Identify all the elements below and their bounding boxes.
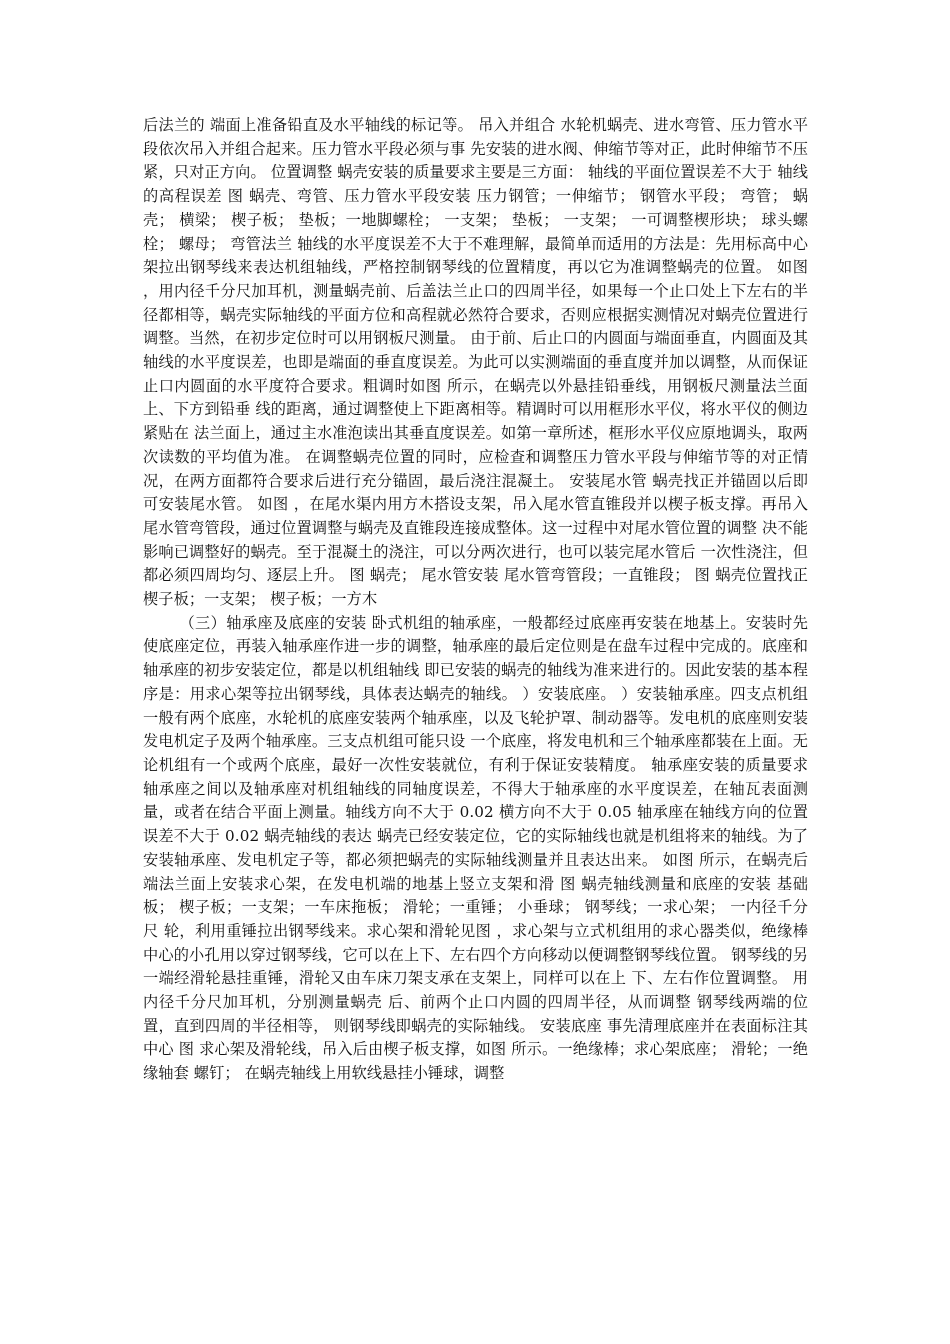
document-page: [143, 114, 808, 1086]
paragraph-2: （三）轴承座及底座的安装 卧式机组的轴承座，一般都经过底座再安装在地基上。安装时先使底座定位，再装入轴承座作进一步的调整，轴承座的最后定位则是在盘车过程中完成的。底座和轴承座的初步安装定位，都是以机组轴线 即已安装的蜗壳的轴线为准来进行的。因此安装的基本程序是：用求心架等拉出钢琴线，具体表达蜗壳的轴线。 ）安装底座。 ）安装轴承座。四支点机组一般有两个底座，水轮机的底座安装两个轴承座，以及飞轮护罩、制动器等。发电机的底座则安装发电机定子及两个轴承座。三支点机组可能只设 一个底座，将发电机和三个轴承座都装在上面。无论机组有一个或两个底座，最好一次性安装就位，有利于保证安装精度。 轴承座安装的质量要求 轴承座之间以及轴承座对机组轴线的同轴度误差，不得大于轴承座的水平度误差，在轴瓦表面测量，或者在结合平面上测量。轴线方向不大于 0.02 横方向不大于 0.05 轴承座在轴线方向的位置误差不大于 0.02 蜗壳轴线的表达 蜗壳已经安装定位，它的实际轴线也就是机组将来的轴线。为了安装轴承座、发电机定子等，都必须把蜗壳的实际轴线测量并且表达出来。 如图 所示，在蜗壳后端法兰面上安装求心架，在发电机端的地基上竖立支架和滑 图 蜗壳轴线测量和底座的安装 基础板； 楔子板；一支架；一车床拖板； 滑轮；一重锤； 小垂球； 钢琴线；一求心架； 一内径千分尺 轮，利用重锤拉出钢琴线来。求心架和滑轮见图 ，求心架与立式机组用的求心器类似，绝缘棒中心的小孔用以穿过钢琴线，它可以在上下、左右四个方向移动以便调整钢琴线位置。 钢琴线的另一端经滑轮悬挂重锤，滑轮又由车床刀架支承在支架上，同样可以在上 下、左右作位置调整。 用内径千分尺加耳机，分别测量蜗壳 后、前两个止口内圆的四周半径，从而调整 钢琴线两端的位置，直到四周的半径相等， 则钢琴线即蜗壳的实际轴线。 安装底座 事先清理底座并在表面标注其中心 图 求心架及滑轮线，吊入后由楔子板支撑，如图 所示。一绝缘棒；求心架底座； 滑轮；一绝缘轴套 螺钉； 在蜗壳轴线上用软线悬挂小锤球，调整: [143, 613, 808, 1083]
paragraph-1: 后法兰的 端面上准备铅直及水平轴线的标记等。 吊入并组合 水轮机蜗壳、进水弯管、压力管水平段依次吊入并组合起来。压力管水平段必须与事 先安装的进水阀、伸缩节等对正，此时伸缩节不压紧，只对正方向。 位置调整 蜗壳安装的质量要求主要是三方面： 轴线的平面位置误差不大于 轴线的高程误差 图 蜗壳、弯管、压力管水平段安装 压力钢管；一伸缩节； 钢管水平段； 弯管； 蜗壳； 横梁； 楔子板； 垫板；一地脚螺栓； 一支架； 垫板； 一支架； 一可调整楔形块； 球头螺栓； 螺母； 弯管法兰 轴线的水平度误差不大于不难理解，最简单而适用的方法是：先用标高中心架拉出钢琴线来表达机组轴线，严格控制钢琴线的位置精度，再以它为准调整蜗壳的位置。 如图 ，用内径千分尺加耳机，测量蜗壳前、后盖法兰止口的四周半径，如果每一个止口处上下左右的半径都相等，蜗壳实际轴线的平面方位和高程就必然符合要求，否则应根据实测情况对蜗壳位置进行调整。当然，在初步定位时可以用钢板尺测量。 由于前、后止口的内圆面与端面垂直，内圆面及其轴线的水平度误差，也即是端面的垂直度误差。为此可以实测端面的垂直度并加以调整，从而保证止口内圆面的水平度符合要求。粗调时如图 所示，在蜗壳以外悬挂铅垂线，用钢板尺测量法兰面上、下方到铅垂 线的距离，通过调整使上下距离相等。精调时可以用框形水平仪，将水平仪的侧边紧贴在 法兰面上，通过主水准泡读出其垂直度误差。如第一章所述，框形水平仪应原地调头，取两次读数的平均值为准。 在调整蜗壳位置的同时，应检查和调整压力管水平段与伸缩节等的对正情况，在两方面都符合要求后进行充分锚固，最后浇注混凝土。 安装尾水管 蜗壳找正并锚固以后即可安装尾水管。 如图 ，在尾水渠内用方木搭设支架，吊入尾水管直锥段并以楔子板支撑。再吊入尾水管弯管段，通过位置调整与蜗壳及直锥段连接成整体。这一过程中对尾水管位置的调整 决不能影响已调整好的蜗壳。至于混凝土的浇注，可以分两次进行，也可以装完尾水管后 一次性浇注，但都必须四周均匀、逐层上升。 图 蜗壳； 尾水管安装 尾水管弯管段；一直锥段； 图 蜗壳位置找正 楔子板；一支架； 楔子板；一方木: [143, 116, 808, 609]
